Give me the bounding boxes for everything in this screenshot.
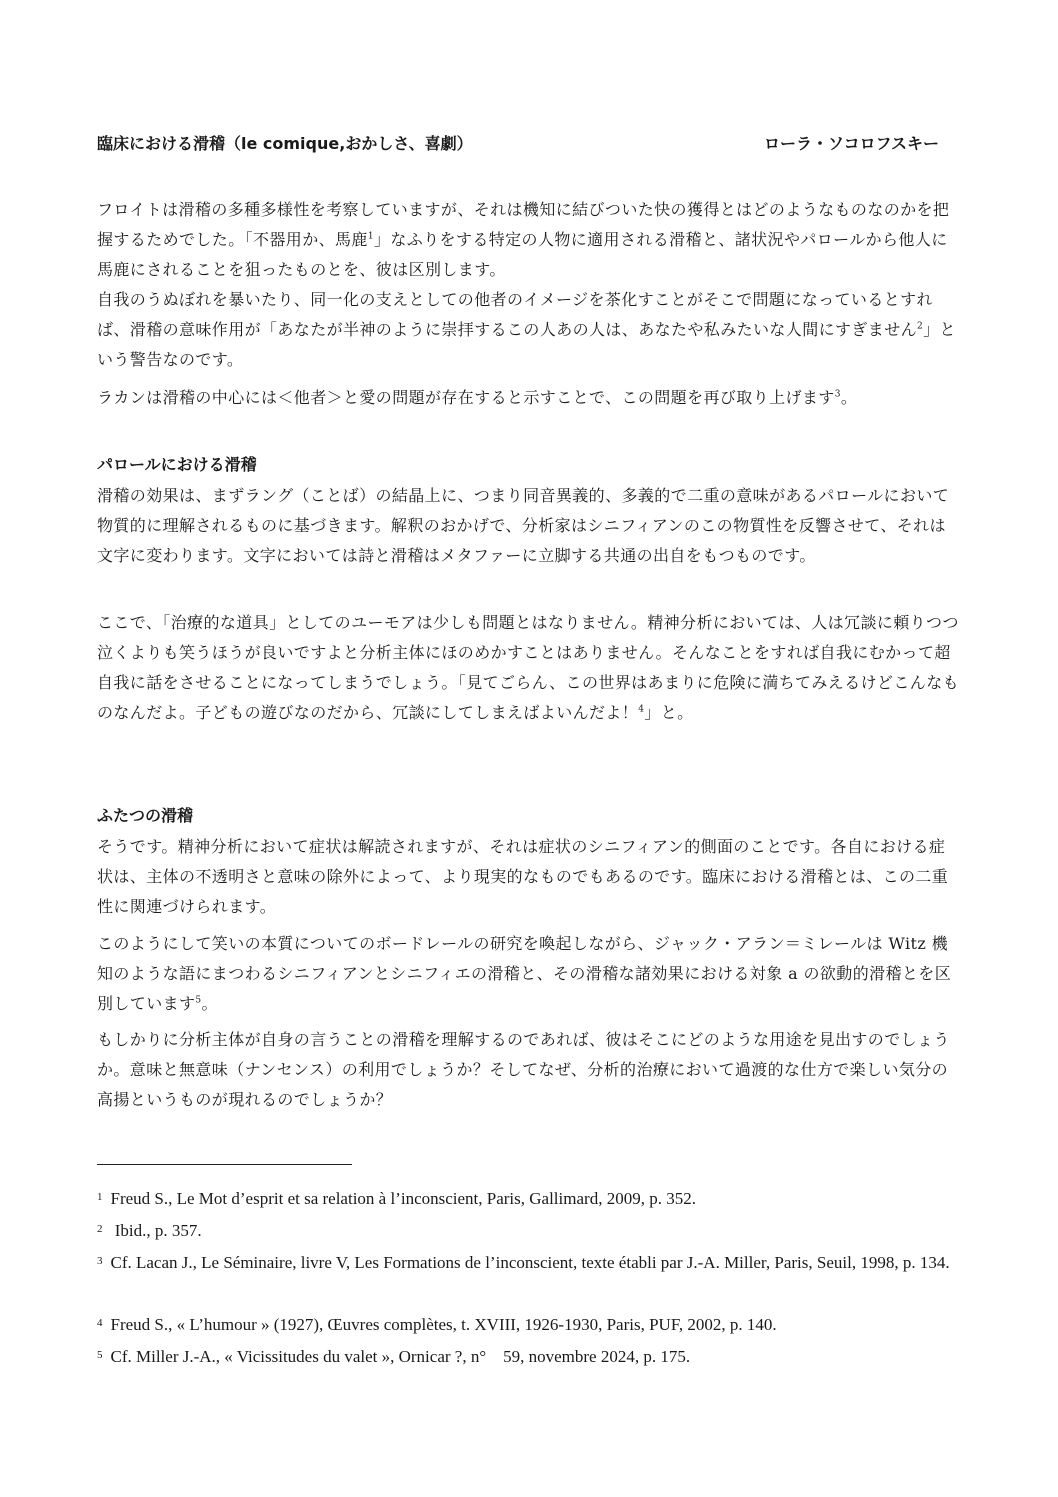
section1-paragraph-1: 滑稽の効果は、まずラング（ことば）の結晶上に、つまり同音異義的、多義的で二重の意味があるパロールにおいて物質的に理解されるものに基づきます。解釈のおかげで、分析家はシニフィアンのこの物質性を反響させて、それは文字に変わります。文字においては詩と滑稽はメタファーに立脚する共通の出自をもつものです。: [97, 486, 950, 565]
footnote-2: $^2$ Ibid., p. 357.: [97, 1221, 202, 1240]
section2-paragraph-3: もしかりに分析主体が自身の言うことの滑稽を理解するのであれば、彼はそこにどのような用途を見出すのでしょうか。意味と無意味（ナンセンス）の利用でしょうか？そしてなぜ、分析的治療において過渡的な仕方で楽しい気分の高揚というものが現れるのでしょうか？: [97, 1030, 950, 1109]
footnote-4: $^4$ Freud S., « L’humour » (1927), Œuvres complètes, t. XVIII, 1926-1930, Paris, PUF, 2002, p. 140.: [97, 1315, 777, 1334]
section2-paragraph-1: そうです。精神分析において症状は解読されますが、それは症状のシニフィアン的側面のことです。各自における症状は、主体の不透明さと意味の除外によって、より現実的なものでもあるのです。臨床における滑稽とは、この二重性に関連づけられます。: [97, 837, 949, 916]
footnote-ref-3[interactable]: 3: [834, 389, 841, 400]
intro-paragraph-3: ラカンは滑稽の中心には＜他者＞と愛の問題が存在すると示すことで、この問題を再び取り上げます$^3$。: [97, 388, 858, 407]
article-header: [97, 131, 939, 161]
section2-paragraph-2: このようにして笑いの本質についてのボードレールの研究を喚起しながら、ジャック・アラン＝ミレールは Witz 機知のような語にまつわるシニフィアンとシニフィエの滑稽と、その滑稽な諸効果における対象 a の欲動的滑稽とを区別しています$^5$。: [97, 934, 952, 1013]
article-author: ローラ・ソコロフスキー: [763, 134, 939, 153]
intro-paragraph-2: 自我のうぬぼれを暴いたり、同一化の支えとしての他者のイメージを茶化すことがそこで問題になっているとすれば、滑稽の意味作用が「あなたが半神のように崇拝するこの人あの人は、あなたや私みたいな人間にすぎません$^2$」という警告なのです。: [97, 290, 956, 369]
footnote-ref-5[interactable]: 5: [195, 995, 202, 1006]
footnote-divider: [97, 1164, 352, 1165]
section1-paragraph-2: ここで、「治療的な道具」としてのユーモアは少しも問題とはなりません。精神分析においては、人は冗談に頼りつつ泣くよりも笑うほうが良いですよと分析主体にほのめかすことはありません。そんなことをすれば自我にむかって超自我に話をさせることになってしまうでしょう。「見てごらん、この世界はあまりに危険に満ちてみえるけどこんなものなんだよ。子どもの遊びなのだから、冗談にしてしまえばよいんだよ！$^4$」と。: [97, 613, 960, 722]
footnote-5: $^5$ Cf. Miller J.-A., « Vicissitudes du valet », Ornicar ?, n° 59, novembre 2024, p. 175.: [97, 1347, 691, 1366]
footnote-3: $^3$ Cf. Lacan J., Le Séminaire, livre V, Les Formations de l’inconscient, texte établi par J.-A. Miller, Paris, Seuil, 1998, p. 134.: [97, 1253, 950, 1272]
article-title: 臨床における滑稽（le comique,おかしさ、喜劇）: [97, 134, 473, 153]
section-heading-parole: パロールにおける滑稽: [97, 455, 257, 474]
footnote-1: $^1$ Freud S., Le Mot d’esprit et sa relation à l’inconscient, Paris, Gallimard, 2009, p. 352.: [97, 1189, 696, 1208]
footnote-ref-4[interactable]: 4: [638, 704, 645, 715]
footnote-ref-1[interactable]: 1: [367, 231, 374, 242]
footnote-ref-2[interactable]: 2: [917, 321, 924, 332]
intro-paragraph-1: フロイトは滑稽の多種多様性を考察していますが、それは機知に結びついた快の獲得とはどのようなものなのかを把握するためでした。「不器用か、馬鹿$^1$」なふりをする特定の人物に適用される滑稽と、諸状況やパロールから他人に馬鹿にされることを狙ったものとを、彼は区別します。: [97, 200, 950, 279]
section-heading-two-comics: ふたつの滑稽: [97, 806, 194, 825]
